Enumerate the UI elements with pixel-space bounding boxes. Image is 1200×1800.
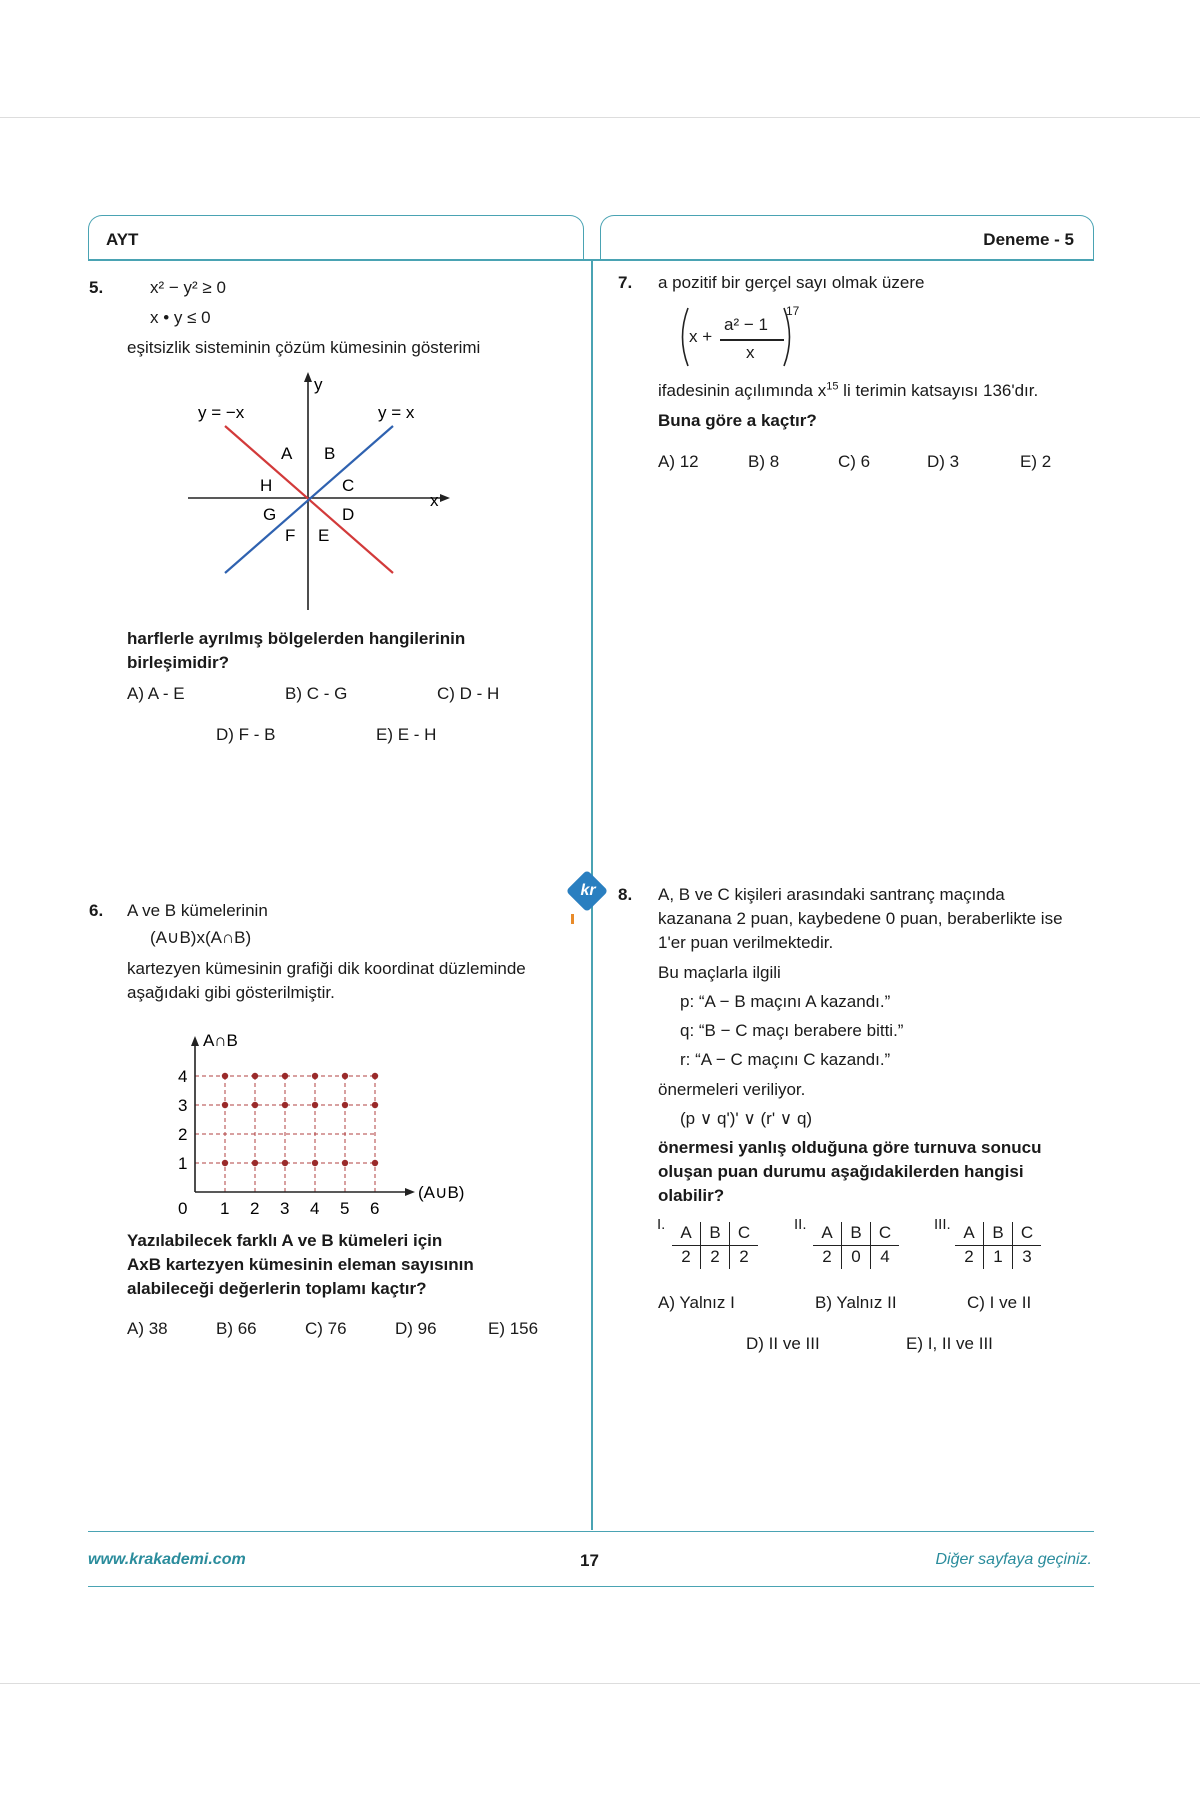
q7-expr-exponent: 17 [786, 304, 800, 318]
q6-x-tick-3: 3 [280, 1199, 290, 1218]
q8-table-1-header-b: B [701, 1222, 730, 1246]
q5-region-C: C [342, 476, 355, 495]
q5-x-arrow [440, 494, 450, 502]
q8-option-a[interactable]: A) Yalnız I [658, 1293, 735, 1312]
q6-point-4 [312, 1160, 318, 1166]
q7-expr-denominator: x [746, 343, 755, 362]
q7-statement-after: li terimin katsayısı 136'dır. [838, 381, 1039, 400]
q6-y-tick-2: 2 [178, 1125, 188, 1144]
q5-y-label: y [314, 375, 323, 394]
q5-option-c[interactable]: C) D - H [437, 684, 500, 703]
q8-table-3-header-c: C [1013, 1222, 1042, 1246]
q6-option-b[interactable]: B) 66 [216, 1319, 257, 1338]
q8-table-3-header-b: B [984, 1222, 1013, 1246]
q5-region-H: H [260, 476, 273, 495]
q7-option-c[interactable]: C) 6 [838, 452, 871, 471]
q8-intro-line3: 1'er puan verilmektedir. [658, 933, 834, 952]
q6-point-8 [252, 1102, 258, 1108]
q8-intro-line4: Bu maçlarla ilgili [658, 963, 781, 982]
q8-table-2-header-a: A [813, 1222, 842, 1246]
q6-x-tick-2: 2 [250, 1199, 260, 1218]
q7-number: 7. [618, 273, 633, 292]
q8-table-3-value-b: 1 [984, 1246, 1013, 1270]
q5-option-b[interactable]: B) C - G [285, 684, 348, 703]
publisher-logo-mark [571, 914, 574, 924]
q6-intro-line3: aşağıdaki gibi gösterilmiştir. [127, 983, 335, 1002]
q6-option-e[interactable]: E) 156 [488, 1319, 539, 1338]
q7-option-a[interactable]: A) 12 [658, 452, 699, 471]
footer-bottom-rule [88, 1586, 1094, 1587]
q6-question-line1: Yazılabilecek farklı A ve B kümeleri için [127, 1231, 443, 1250]
q6-y-tick-4: 4 [178, 1067, 188, 1086]
publisher-logo [566, 870, 610, 914]
q8-table-1-value-b: 2 [701, 1246, 730, 1270]
q8-question-line2: oluşan puan durumu aşağıdakilerden hangisi [658, 1162, 1024, 1181]
q6-point-17 [342, 1073, 348, 1079]
q8-table-2-value-b: 0 [842, 1246, 871, 1270]
q5-region-F: F [285, 526, 296, 545]
q7-statement-before: ifadesinin açılımında x [658, 381, 827, 400]
q7-option-e[interactable]: E) 2 [1020, 452, 1052, 471]
q7-fraction-bar [720, 339, 784, 341]
q6-y-arrow [191, 1036, 199, 1046]
q6-point-18 [372, 1073, 378, 1079]
q5-option-d[interactable]: D) F - B [216, 725, 276, 744]
q5-option-e[interactable]: E) E - H [376, 725, 437, 744]
q6-x-axis-label: (A∪B) [418, 1183, 465, 1202]
q6-y-tick-1: 1 [178, 1154, 188, 1173]
q8-option-e[interactable]: E) I, II ve III [906, 1334, 993, 1353]
q6-question-line3: alabileceği değerlerin toplamı kaçtır? [127, 1279, 427, 1298]
q8-proposition-r: r: “A − C maçını C kazandı.” [680, 1050, 891, 1069]
footer-page-number: 17 [580, 1551, 599, 1570]
q6-intro-line1: A ve B kümelerinin [127, 901, 268, 920]
q8-option-c[interactable]: C) I ve II [967, 1293, 1032, 1312]
q8-proposition-p: p: “A − B maçını A kazandı.” [680, 992, 891, 1011]
q6-point-3 [282, 1160, 288, 1166]
q6-point-15 [282, 1073, 288, 1079]
q8-question-line3: olabilir? [658, 1186, 725, 1205]
q6-option-d[interactable]: D) 96 [395, 1319, 437, 1338]
q8-option-b[interactable]: B) Yalnız II [815, 1293, 897, 1312]
page-top-edge [0, 117, 1200, 118]
q5-x-label: x [430, 491, 439, 510]
q8-table-3-value-c: 3 [1022, 1247, 1032, 1266]
q7-option-d[interactable]: D) 3 [927, 452, 960, 471]
footer-website[interactable]: www.krakademi.com [88, 1551, 246, 1568]
q7-statement-power: 15 [826, 380, 839, 393]
q6-x-arrow [405, 1188, 415, 1196]
q6-point-14 [252, 1073, 258, 1079]
q8-table-2-value-c: 4 [880, 1247, 890, 1266]
q8-number: 8. [618, 885, 633, 904]
q7-statement [658, 380, 1038, 402]
q7-intro: a pozitif bir gerçel sayı olmak üzere [658, 273, 925, 292]
q6-x-tick-0: 0 [178, 1199, 188, 1218]
q6-point-10 [312, 1102, 318, 1108]
q6-question-line2: AxB kartezyen kümesinin eleman sayısının [127, 1255, 474, 1274]
q6-x-tick-1: 1 [220, 1199, 230, 1218]
q8-question-line1: önermesi yanlış olduğuna göre turnuva sonucu [658, 1138, 1042, 1157]
q5-question-line2: birleşimidir? [127, 653, 230, 672]
q6-x-tick-5: 5 [340, 1199, 350, 1218]
publisher-logo-text: kr [580, 882, 596, 899]
q7-expression [676, 306, 816, 368]
q7-option-b[interactable]: B) 8 [748, 452, 780, 471]
q6-point-12 [372, 1102, 378, 1108]
q8-table-1 [672, 1222, 758, 1269]
q6-point-2 [252, 1160, 258, 1166]
q5-region-B: B [324, 444, 336, 463]
q8-table-3-label: III. [934, 1216, 951, 1233]
q6-x-tick-6: 6 [370, 1199, 380, 1218]
q6-expression: (A∪B)x(A∩B) [150, 928, 252, 947]
q8-table-3 [955, 1222, 1041, 1269]
q5-region-E: E [318, 526, 330, 545]
q8-given: önermeleri veriliyor. [658, 1080, 806, 1099]
q8-table-1-header-a: A [672, 1222, 701, 1246]
q5-inequality-2: x • y ≤ 0 [150, 308, 211, 327]
q8-table-2-header-c: C [871, 1222, 900, 1246]
q6-point-13 [222, 1073, 228, 1079]
q5-region-A: A [281, 444, 293, 463]
q8-table-2-label: II. [794, 1216, 807, 1233]
q5-line-pos-label: y = x [378, 403, 415, 422]
q6-point-11 [342, 1102, 348, 1108]
footer-top-rule [88, 1531, 1094, 1532]
q8-table-1-label: I. [657, 1216, 666, 1233]
q8-table-2-header-b: B [842, 1222, 871, 1246]
q5-region-D: D [342, 505, 355, 524]
q6-y-tick-3: 3 [178, 1096, 188, 1115]
q6-point-6 [372, 1160, 378, 1166]
q5-inequality-1: x² − y² ≥ 0 [150, 278, 226, 297]
q5-regions-graph [180, 370, 470, 620]
page-bottom-edge [0, 1683, 1200, 1684]
q6-point-9 [282, 1102, 288, 1108]
q8-table-3-value-a: 2 [955, 1246, 984, 1270]
q5-y-arrow [304, 372, 312, 382]
q8-table-1-header-c: C [730, 1222, 759, 1246]
q8-table-2 [813, 1222, 899, 1269]
header-deneme-label: Deneme - 5 [983, 230, 1074, 249]
q5-number: 5. [89, 278, 104, 297]
q8-expression: (p ∨ q')' ∨ (r' ∨ q) [680, 1109, 813, 1128]
q8-table-1-value-c: 2 [739, 1247, 749, 1266]
header-exam-label: AYT [106, 230, 139, 249]
q8-proposition-q: q: “B − C maçı berabere bitti.” [680, 1021, 904, 1040]
q8-intro-line1: A, B ve C kişileri arasındaki santranç maçında [658, 885, 1005, 904]
header-left-box [88, 215, 584, 260]
q5-region-G: G [263, 505, 277, 524]
q8-table-1-value-a: 2 [672, 1246, 701, 1270]
q6-point-1 [222, 1160, 228, 1166]
q8-intro-line2: kazanana 2 puan, kaybedene 0 puan, beraberlikte ise [658, 909, 1063, 928]
q7-question: Buna göre a kaçtır? [658, 411, 817, 430]
q6-cartesian-chart [160, 1010, 490, 1220]
q5-option-a[interactable]: A) A - E [127, 684, 185, 703]
q6-point-7 [222, 1102, 228, 1108]
q6-x-tick-4: 4 [310, 1199, 320, 1218]
q6-number: 6. [89, 901, 104, 920]
q7-left-paren [676, 306, 690, 368]
q6-option-a[interactable]: A) 38 [127, 1319, 168, 1338]
q5-intro: eşitsizlik sisteminin çözüm kümesinin gösterimi [127, 338, 481, 357]
q6-point-5 [342, 1160, 348, 1166]
q8-table-3-header-a: A [955, 1222, 984, 1246]
q6-y-axis-label: A∩B [203, 1031, 238, 1050]
q5-line-neg-label: y = −x [198, 403, 245, 422]
q5-question-line1: harflerle ayrılmış bölgelerden hangilerinin [127, 629, 466, 648]
q8-option-d[interactable]: D) II ve III [746, 1334, 820, 1353]
q6-option-c[interactable]: C) 76 [305, 1319, 347, 1338]
q6-point-16 [312, 1073, 318, 1079]
q6-intro-line2: kartezyen kümesinin grafiği dik koordinat düzleminde [127, 959, 526, 978]
q7-expr-numerator: a² − 1 [724, 315, 768, 334]
q7-expr-x: x + [689, 327, 713, 346]
q8-table-2-value-a: 2 [813, 1246, 842, 1270]
footer-next-page: Diğer sayfaya geçiniz. [935, 1551, 1092, 1568]
